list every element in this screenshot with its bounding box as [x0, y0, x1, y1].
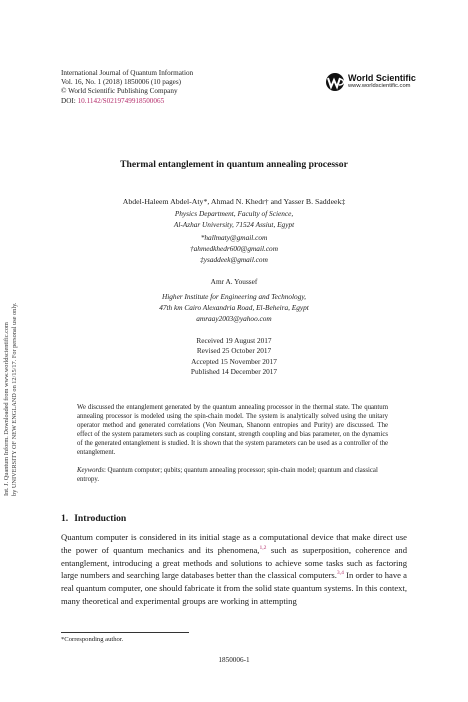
paper-title: Thermal entanglement in quantum annealing processor: [120, 159, 348, 170]
doi-link[interactable]: 10.1142/S0219749918500065: [77, 96, 165, 105]
download-notice-line1: Int. J. Quantum Inform. Downloaded from www.worldscientific.com: [3, 322, 10, 496]
affiliation-dept: Physics Department, Faculty of Science,: [174, 209, 294, 218]
journal-header: [61, 69, 193, 106]
author-email-2[interactable]: †ahmedkhedr600@gmail.com: [190, 244, 278, 253]
intro-paragraph: [61, 531, 407, 608]
author-email-3[interactable]: ‡ysaddeek@gmail.com: [200, 255, 268, 264]
second-author: Amr A. Youssef: [210, 277, 258, 286]
journal-doi: [61, 97, 193, 106]
citation-link-2[interactable]: 3,4: [336, 570, 344, 577]
journal-issue: Vol. 16, No. 1 (2018) 1850006 (10 pages): [61, 78, 182, 87]
publisher-logo: [325, 72, 437, 94]
citation-link-1[interactable]: 1,2: [259, 544, 267, 551]
date-revised: Revised 25 October 2017: [196, 346, 272, 356]
author-email-1[interactable]: *hallmaty@gmail.com: [200, 233, 268, 242]
abstract: We discussed the entanglement generated by the quantum annealing processor in the thermal state. The quantum annealing processor is modeled using the spin-chain model. The system is analytically solved using the unitary operator method and generated correlations (Von Neuman, Shanonn entropies and Purity) are discussed. The effect of the system parameters such as coupling constant, strength coupling and bias parameter, on the dynamics of the generated entanglement is studied. It is shown that the system parameters can be used as a controller of the entanglement.: [77, 404, 388, 457]
affiliation2-address: 47th km Cairo Alexandria Road, El-Beheira, Egypt: [159, 303, 309, 312]
keywords: [77, 466, 388, 484]
section-number: 1.: [61, 513, 69, 524]
publisher-tagline: www.worldscientific.com: [348, 83, 411, 89]
journal-copyright: © World Scientific Publishing Company: [61, 87, 178, 96]
affiliation2-institute: Higher Institute for Engineering and Technology,: [161, 292, 307, 301]
publisher-name: World Scientific: [348, 73, 416, 83]
affiliation-place: Al-Azhar University, 71524 Assiut, Egypt: [173, 220, 295, 229]
body-text-1: Quantum computer is considered in its initial stage as a computational device that make direct use the power of quantum mechanics and its phenomena,: [61, 532, 407, 555]
body-text-3: In order to have a real quantum computer, one should fabricate it from the solid state quantum systems. In this context, many theoretical and experimental groups are working in attempting: [61, 570, 407, 606]
download-notice-line2: by UNIVERSITY OF NEW ENGLAND on 12/15/17. For personal use only.: [11, 302, 18, 496]
footnote: *Corresponding author.: [61, 636, 124, 643]
section-heading: [61, 513, 126, 524]
author-email-4[interactable]: amraay2003@yahoo.com: [196, 314, 272, 323]
section-title: Introduction: [74, 513, 127, 524]
author-list: Abdel-Haleem Abdel-Aty*, Ahmad N. Khedr† and Yasser B. Saddeek‡: [122, 197, 346, 206]
body-text-2: such as superposition, coherence and entanglement, introducing a great methods and solutions to achieve some tasks such as factoring large numbers and searching large databases better than the classical computers.: [61, 544, 407, 581]
date-received: Received 19 August 2017: [196, 336, 272, 345]
page-number: 1850006-1: [218, 656, 250, 664]
date-published: Published 14 December 2017: [190, 366, 278, 376]
footnote-rule: [61, 632, 189, 633]
keywords-label: Keywords: [77, 467, 104, 474]
date-accepted: Accepted 15 November 2017: [191, 356, 277, 366]
world-scientific-logo-icon: [325, 72, 347, 92]
keywords-text: : Quantum computer; qubits; quantum annealing processor; spin-chain model; quantum and classical entropy.: [77, 467, 378, 484]
publication-dates: [0, 336, 468, 377]
doi-label: DOI:: [61, 96, 78, 105]
journal-name: International Journal of Quantum Information: [61, 69, 194, 77]
